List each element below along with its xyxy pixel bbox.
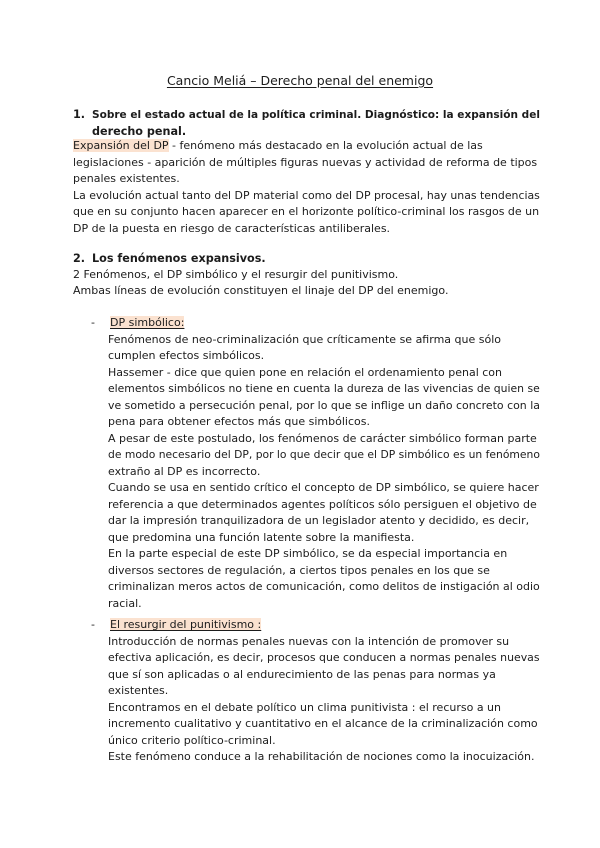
section-1-paragraph-line: La evolución actual tanto del DP material como del DP procesal, hay unas tendencias bbox=[73, 188, 540, 202]
bullet-1-line: criminalizan meros actos de comunicación, como delitos de instigación al odio bbox=[108, 580, 540, 593]
bullet-1-line: pena para obtener efectos más que simbólicos. bbox=[108, 415, 370, 428]
bullet-dash: - bbox=[91, 618, 95, 631]
expansion-highlight: Expansión del DP bbox=[73, 139, 169, 152]
bullet-2-line: efectiva aplicación, es decir, procesos que conducen a normas penales nuevas bbox=[108, 651, 540, 664]
bullet-2-line: existentes. bbox=[108, 684, 169, 697]
section-2-number: 2. bbox=[73, 252, 86, 265]
bullet-1-line: de modo necesario del DP, por lo que decir que el DP simbólico es un fenómeno bbox=[108, 448, 540, 461]
bullet-1-line: Fenómenos de neo-criminalización que críticamente se afirma que sólo bbox=[108, 332, 501, 346]
bullet-1-line: que predomina una función latente sobre la manifiesta. bbox=[108, 530, 415, 544]
section-1-paragraph-line: que en su conjunto hacen aparecer en el horizonte político-criminal los rasgos de un bbox=[73, 205, 540, 218]
bullet-label: DP simbólico: bbox=[110, 316, 185, 329]
section-1-paragraph-line: penales existentes. bbox=[73, 172, 180, 185]
section-2-paragraph-line: Ambas líneas de evolución constituyen el linaje del DP del enemigo. bbox=[73, 284, 449, 297]
bullet-label: El resurgir del punitivismo : bbox=[110, 618, 262, 631]
bullet-1-line: ve sometido a persecución penal, por lo que se inflige un daño concreto con la bbox=[108, 398, 540, 412]
section-1-paragraph-line: DP de la puesta en riesgo de características antiliberales. bbox=[73, 221, 391, 235]
bullet-1-line: elementos simbólicos no tiene en cuenta la dureza de las vivencias de quien se bbox=[108, 382, 540, 395]
bullet-dash: - bbox=[91, 316, 95, 329]
bullet-2-line: Introducción de normas penales nuevas con la intención de promover su bbox=[108, 634, 510, 648]
bullet-2-line: que sí son aplicadas o al endurecimiento de las penas para normas ya bbox=[108, 667, 496, 681]
section-1-heading-line: Sobre el estado actual de la política criminal. Diagnóstico: la expansión del bbox=[92, 109, 540, 121]
bullet-1-line: Cuando se usa en sentido crítico el concepto de DP simbólico, se quiere hacer bbox=[108, 481, 539, 494]
document-title: Cancio Meliá – Derecho penal del enemigo bbox=[166, 73, 434, 88]
bullet-1-line: A pesar de este postulado, los fenómenos de carácter simbólico forman parte bbox=[108, 431, 537, 445]
bullet-2-line: Encontramos en el debate político un clima punitivista : el recurso a un bbox=[108, 700, 501, 714]
bullet-1-line: extraño al DP es incorrecto. bbox=[108, 464, 261, 478]
section-1-heading bbox=[73, 107, 540, 140]
section-1-paragraph-line bbox=[73, 138, 483, 155]
bullet-1-line: referencia a que determinados agentes políticos sólo persiguen el objetivo de bbox=[108, 497, 537, 511]
section-1-line-rest: - fenómeno más destacado en la evolución actual de las bbox=[168, 139, 483, 152]
bullet-1-line: dar la impresión tranquilizadora de un legislador atento y decidido, es decir, bbox=[108, 514, 530, 527]
bullet-1-line: racial. bbox=[108, 596, 142, 610]
bullet-resurgir-punitivismo bbox=[91, 617, 262, 634]
section-2-heading-line: Los fenómenos expansivos. bbox=[92, 252, 266, 265]
bullet-1-line: cumplen efectos simbólicos. bbox=[108, 349, 265, 362]
bullet-2-line: Este fenómeno conduce a la rehabilitación de nociones como la inocuización. bbox=[108, 750, 535, 763]
section-2-heading bbox=[73, 251, 266, 268]
section-1-number: 1. bbox=[73, 108, 86, 121]
bullet-2-line: incremento cualitativo y cuantitativo en el alcance de la criminalización como bbox=[108, 717, 538, 730]
bullet-1-line: En la parte especial de este DP simbólico, se da especial importancia en bbox=[108, 547, 508, 560]
bullet-1-line: diversos sectores de regulación, a ciertos tipos penales en los que se bbox=[108, 563, 490, 577]
section-2-paragraph-line: 2 Fenómenos, el DP simbólico y el resurgir del punitivismo. bbox=[73, 267, 399, 281]
section-1-heading-line: derecho penal. bbox=[92, 124, 187, 138]
bullet-dp-simbolico bbox=[91, 315, 185, 332]
bullet-1-line: Hassemer - dice que quien pone en relación el ordenamiento penal con bbox=[108, 365, 503, 379]
bullet-2-line: único criterio político-criminal. bbox=[108, 733, 276, 747]
section-1-paragraph-line: legislaciones - aparición de múltiples figuras nuevas y actividad de reforma de tipos bbox=[73, 155, 538, 169]
